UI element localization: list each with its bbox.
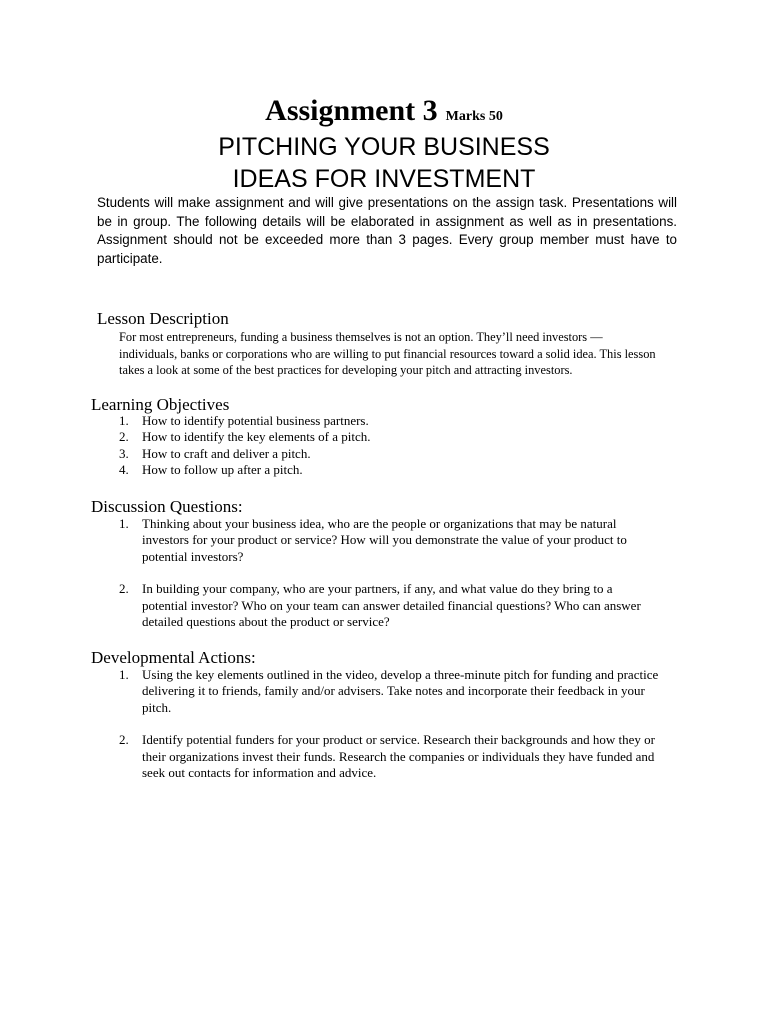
list-number: 3. (119, 445, 129, 461)
subtitle-line-1: PITCHING YOUR BUSINESS (218, 133, 550, 161)
lesson-description-heading: Lesson Description (97, 309, 229, 328)
subtitle-line-2: IDEAS FOR INVESTMENT (232, 165, 536, 193)
list-item-text: How to identify potential business partners. (142, 413, 369, 428)
list-item (119, 462, 679, 478)
discussion-questions-list (119, 516, 654, 630)
list-item-text: How to identify the key elements of a pitch. (142, 429, 371, 445)
list-item (119, 446, 679, 462)
list-item (119, 413, 679, 429)
list-item (119, 667, 667, 716)
developmental-actions-list (119, 667, 667, 781)
list-item (119, 429, 679, 445)
list-number: 2. (119, 581, 129, 597)
title-line (0, 92, 768, 136)
developmental-actions-heading: Developmental Actions: (91, 648, 256, 667)
list-number: 2. (119, 732, 129, 748)
lesson-description-body: For most entrepreneurs, funding a business themselves is not an option. They’ll need investors — individuals, banks or corporations who are willing to put financial resources toward a solid idea. This lesson takes a look at some of the best practices for developing your pitch and attracting investors. (119, 330, 656, 377)
list-item (119, 732, 667, 781)
list-item (119, 581, 654, 630)
list-item-text: How to follow up after a pitch. (142, 461, 303, 477)
discussion-questions-heading: Discussion Questions: (91, 497, 243, 516)
marks-label: Marks 50 (445, 109, 503, 124)
assignment-title: Assignment 3 (265, 94, 438, 127)
intro-paragraph: Students will make assignment and will give presentations on the assign task. Presentations will be in group. The following details will be elaborated in assignment as well as in presentations. Assignment should not be exceeded more than 3 pages. Every group member must have to participate. (97, 195, 677, 266)
list-number: 1. (119, 516, 129, 531)
list-item-text: Thinking about your business idea, who are the people or organizations that may be natural investors for your product or service? How will you demonstrate the value of your product to potential investors? (142, 516, 627, 564)
list-item (119, 516, 654, 565)
list-item-text: Using the key elements outlined in the video, develop a three-minute pitch for funding and practice delivering it to friends, family and/or advisers. Take notes and incorporate their feedback in your pitch. (142, 667, 659, 715)
list-number: 1. (119, 667, 129, 682)
list-item-text: How to craft and deliver a pitch. (142, 445, 311, 461)
list-item-text: In building your company, who are your partners, if any, and what value do they bring to a potential investor? Who on your team can answer detailed financial questions? Who can answer detailed questions about the product or service? (142, 581, 641, 629)
list-number: 1. (119, 413, 129, 428)
learning-objectives-list (119, 413, 679, 478)
learning-objectives-heading: Learning Objectives (91, 395, 230, 414)
list-number: 4. (119, 461, 129, 477)
list-item-text: Identify potential funders for your product or service. Research their backgrounds and how they or their organizations invest their funds. Research the companies or individuals they have funded and seek out contacts for information and advice. (142, 732, 655, 780)
list-number: 2. (119, 429, 129, 445)
